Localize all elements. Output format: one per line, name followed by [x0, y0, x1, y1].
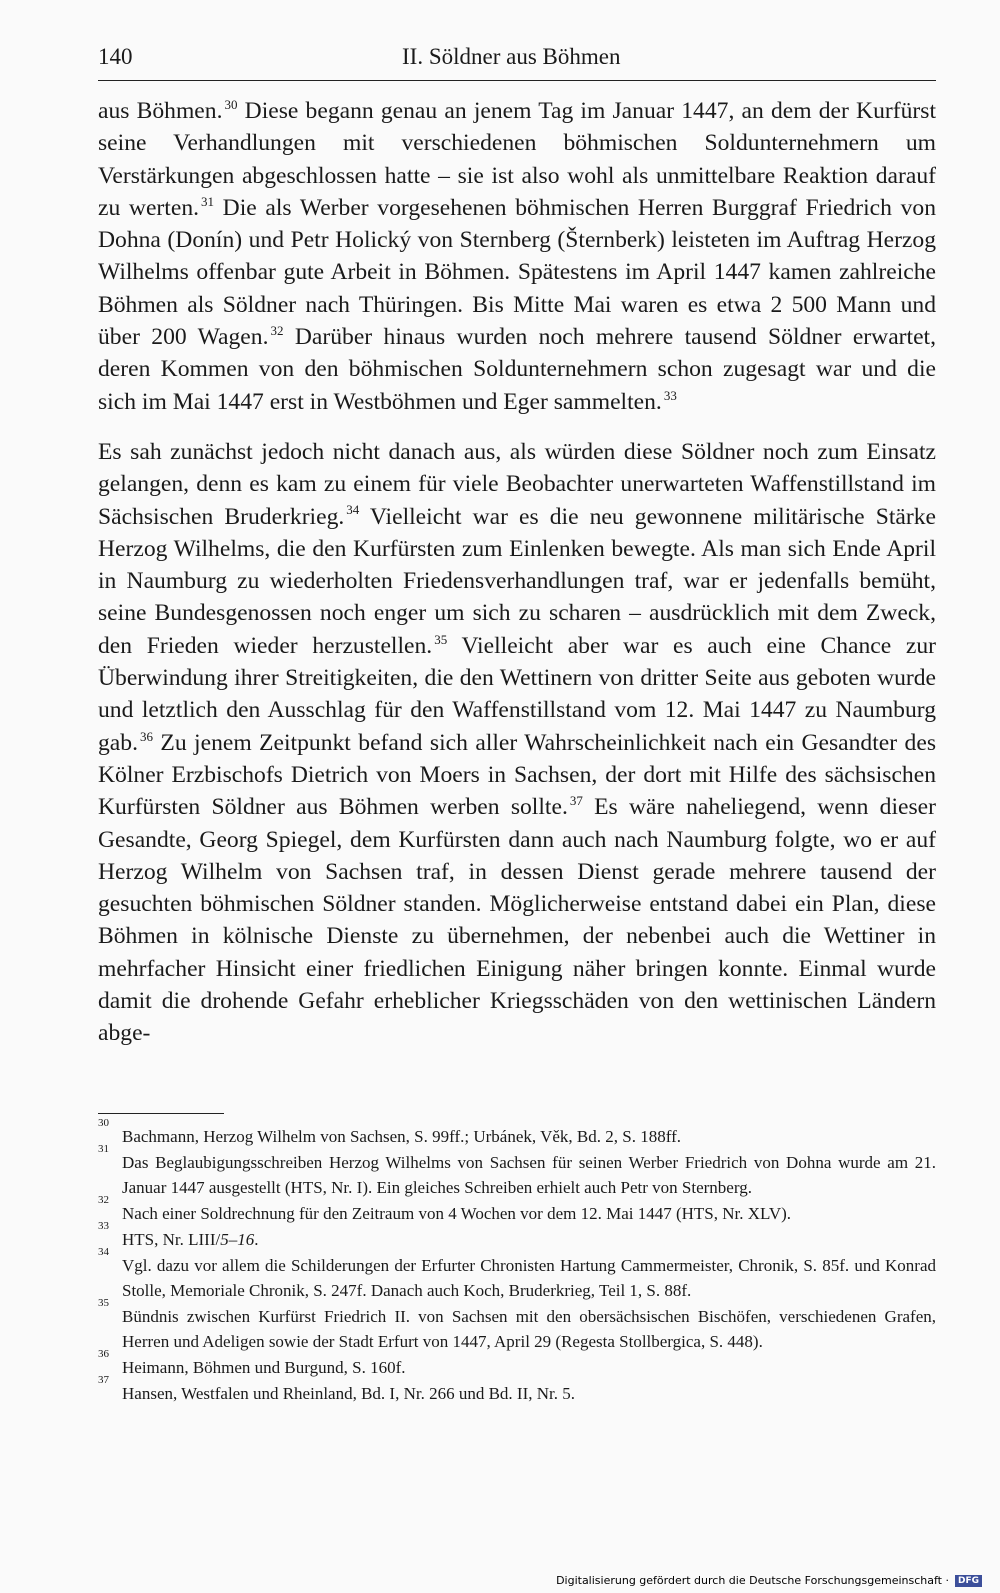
text-run: Zu jenem Zeitpunkt befand sich aller Wahrscheinlichkeit nach ein Gesandter des Kölner Erzbischofs Dietrich von Moers in Sachsen, der dort mit Hilfe des sächsischen Kurfürsten Söldner aus Böhmen werben sollte.: [98, 729, 936, 821]
text-run: Heimann, Böhmen und Burgund, S. 160f.: [122, 1358, 406, 1377]
footnote-number: 30: [98, 1117, 109, 1129]
footnote-ref: 34: [346, 502, 360, 518]
text-run: Es wäre naheliegend, wenn dieser Gesandte, Georg Spiegel, dem Kurfürsten dann auch nach Naumburg folgte, wo er auf Herzog Wilhelm von Sachsen traf, in dessen Dienst gerade mehrere tausend der gesuchten böhmischen Söldner standen. Möglicherweise entstand dabei ein Plan, diese Böhmen in kölnische Dienste zu übernehmen, der nebenbei auch die Wettiner in mehrfacher Hinsicht einer friedlichen Einigung näher bringen konnte. Einmal wurde damit die drohende Gefahr erheblicher Kriegsschäden von den wettinischen Ländern abge-: [98, 794, 937, 1047]
footnote-ref: 30: [224, 96, 238, 112]
text-run: Diese begann genau an jenem Tag im Januar 1447, an dem der Kurfürst seine Verhandlungen mit verschiedenen böhmischen Soldunternehmern um Verstärkungen abgeschlossen hatte – sie ist also wohl als unmittelbare Reaktion darauf zu werten.: [98, 98, 936, 221]
footnote: [98, 1194, 936, 1226]
footnote: [98, 1117, 936, 1149]
running-head-title: II. Söldner aus Böhmen: [402, 44, 621, 69]
footnote-number: 37: [98, 1374, 109, 1386]
text-run: Vgl. dazu vor allem die Schilderungen der Erfurter Chronisten Hartung Cammermeister, Chronik, S. 85f. und Konrad Stolle, Memoriale Chronik, S. 247f. Danach auch Koch, Bruderkrieg, Teil 1, S. 88f.: [122, 1256, 936, 1300]
text-run: Das Beglaubigungsschreiben Herzog Wilhelms von Sachsen für seinen Werber Friedrich von Dohna wurde am 21. Januar 1447 ausgestellt (HTS, Nr. I). Ein gleiches Schreiben erhielt auch Petr von Sternberg.: [122, 1153, 936, 1197]
footnote: [98, 1297, 936, 1354]
text-run: Bündnis zwischen Kurfürst Friedrich II. von Sachsen mit den obersächsischen Bischöfen, verschiedenen Grafen, Herren und Adeligen sowie der Stadt Erfurt von 1447, April 29 (Regesta Stollbergica, S. 448).: [122, 1307, 936, 1351]
footnote-number: 36: [98, 1348, 109, 1360]
digitization-credit: [556, 1574, 982, 1587]
text-run: .: [254, 1230, 259, 1249]
footnote-separator: [98, 1113, 224, 1114]
italic-text: 5–16: [220, 1230, 255, 1249]
text-run: Die als Werber vorgesehenen böhmischen Herren Burggraf Friedrich von Dohna (Donín) und Petr Holický von Sternberg (Šternberk) leisteten im Auftrag Herzog Wilhelms offenbar gute Arbeit in Böhmen. Spätestens im April 1447 kamen zahlreiche Böhmen als Söldner nach Thüringen. Bis Mitte Mai waren es etwa 2 500 Mann und über 200 Wagen.: [98, 194, 936, 351]
footnote-number: 31: [98, 1143, 109, 1155]
text-run: Hansen, Westfalen und Rheinland, Bd. I, Nr. 266 und Bd. II, Nr. 5.: [122, 1384, 576, 1403]
footnote-ref: 36: [139, 728, 153, 744]
running-header: [98, 40, 936, 81]
body-paragraph: [98, 436, 936, 1050]
text-run: Es sah zunächst jedoch nicht danach aus, als würden diese Söldner noch zum Einsatz gelangen, denn es kam zu einem für viele Beobachter unerwarteten Waffenstillstand im Sächsischen Bruderkrieg.: [98, 438, 936, 530]
footnote: [98, 1220, 936, 1252]
footnote-ref: 32: [270, 322, 284, 338]
footnote-number: 35: [98, 1297, 109, 1309]
text-run: Bachmann, Herzog Wilhelm von Sachsen, S. 99ff.; Urbánek, Věk, Bd. 2, S. 188ff.: [122, 1127, 681, 1146]
credit-text: Digitalisierung gefördert durch die Deutsche Forschungsgemeinschaft ·: [556, 1574, 949, 1587]
footnote-ref: 35: [434, 631, 448, 647]
footnotes: [98, 1117, 936, 1407]
text-run: Nach einer Soldrechnung für den Zeitraum von 4 Wochen vor dem 12. Mai 1447 (HTS, Nr. XLV).: [122, 1204, 792, 1223]
page-number: 140: [98, 44, 133, 69]
text-run: Vielleicht war es die neu gewonnene militärische Stärke Herzog Wilhelms, die den Kurfürsten zum Einlenken bewegte. Als man sich Ende April in Naumburg zu wiederholten Friedensverhandlungen traf, war er jedenfalls bemüht, seine Bundesgenossen noch enger um sich zu scharen – ausdrücklich mit dem Zweck, den Frieden wieder herzustellen.: [98, 503, 936, 659]
footnote: [98, 1246, 936, 1303]
text-run: HTS, Nr. LIII/: [122, 1230, 221, 1249]
footnote-number: 34: [98, 1246, 109, 1258]
footnote: [98, 1143, 936, 1200]
footnote-ref: 33: [663, 387, 677, 403]
footnote-ref: 37: [569, 793, 583, 809]
text-run: Vielleicht aber war es auch eine Chance zur Überwindung ihrer Streitigkeiten, die den Wettinern von dritter Seite aus geboten wurde und letztlich den Ausschlag für den Waffenstillstand vom 12. Mai 1447 zu Naumburg gab.: [98, 632, 937, 756]
dfg-logo: DFG: [955, 1575, 982, 1587]
footnote: [98, 1374, 936, 1406]
footnote-number: 33: [98, 1220, 109, 1232]
footnote-number: 32: [98, 1194, 109, 1206]
footnote-ref: 31: [201, 193, 215, 209]
body-paragraph: [98, 95, 936, 418]
main-text: [98, 95, 936, 1068]
text-run: Darüber hinaus wurden noch mehrere tausend Söldner erwartet, deren Kommen von den böhmischen Soldunternehmern schon zugesagt war und die sich im Mai 1447 erst in Westböhmen und Eger sammelten.: [98, 324, 937, 415]
text-run: aus Böhmen.: [98, 98, 223, 124]
footnote: [98, 1348, 936, 1380]
